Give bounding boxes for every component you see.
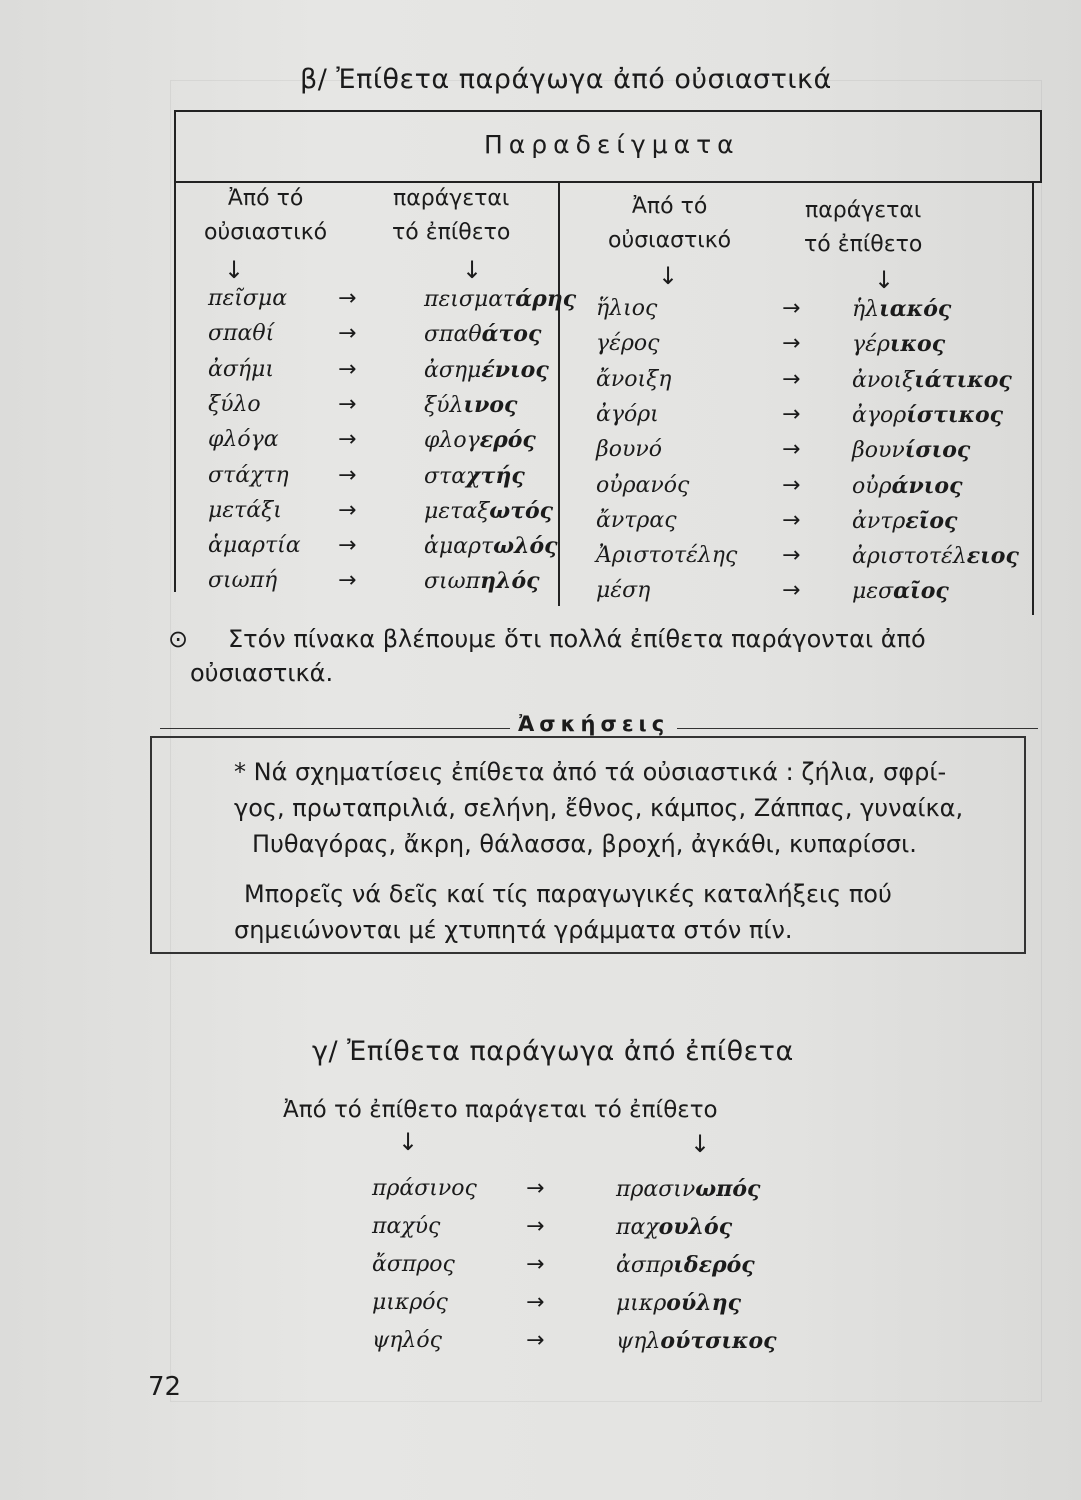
derived-stem: μικρ <box>616 1291 667 1316</box>
c-to-arrow-down: ↓ <box>690 1130 711 1158</box>
derived-ending: ούλης <box>666 1290 742 1316</box>
right-arrow: → <box>526 1214 545 1239</box>
right-to-label-line2: τό ἐπίθετο <box>804 232 923 257</box>
left-to-label <box>392 182 510 250</box>
derived-word <box>616 1176 760 1202</box>
source-word: Ἀριστοτέλης <box>596 543 738 569</box>
derived-stem: στα <box>424 463 467 489</box>
left-to-label-line1: παράγεται <box>393 186 510 211</box>
right-arrow: → <box>526 1252 545 1277</box>
right-from-arrow-down: ↓ <box>658 262 679 290</box>
left-from-label-line2: οὐσιαστικό <box>204 220 328 245</box>
derived-stem: ἀντρ <box>852 508 906 534</box>
derived-ending: ερός <box>479 427 536 454</box>
table-top-border <box>174 110 1042 112</box>
left-to-label-line2: τό ἐπίθετο <box>392 220 511 245</box>
right-arrow: → <box>526 1176 545 1201</box>
derived-word <box>424 427 536 453</box>
derived-word <box>616 1252 755 1278</box>
source-word: γέρος <box>596 331 660 357</box>
derived-stem: φλογ <box>424 428 480 454</box>
source-word: ἄσπρος <box>372 1252 455 1277</box>
source-word: οὐρανός <box>596 472 690 498</box>
derived-ending: ειος <box>966 543 1019 570</box>
derived-word <box>424 392 517 418</box>
derived-stem: ἀγορ <box>852 402 907 428</box>
derived-stem: πρασιν <box>616 1177 696 1202</box>
note-line-2: οὐσιαστικά. <box>190 659 334 687</box>
exercise-line-2: γος, πρωταπριλιά, σελήνη, ἔθνος, κάμπος, Ζάππας, γυναίκα, <box>234 794 964 822</box>
derived-stem: ξύλ <box>424 392 464 418</box>
derived-ending: εῖος <box>905 507 958 534</box>
section-c-title: γ/ Ἐπίθετα παράγωγα ἀπό ἐπίθετα <box>312 1036 794 1067</box>
left-from-label <box>204 182 327 250</box>
right-arrow: → <box>526 1290 545 1315</box>
derived-word <box>852 402 1003 428</box>
source-word: στάχτη <box>208 462 289 488</box>
right-arrow: → <box>338 568 357 594</box>
derived-ending: ιακός <box>879 296 952 322</box>
derived-word <box>424 321 541 347</box>
source-word: μετάξι <box>208 497 282 523</box>
derived-ending: ηλός <box>480 568 540 595</box>
derived-ending: ένιος <box>481 356 549 383</box>
derived-word <box>852 437 970 463</box>
derived-ending: χτής <box>466 462 525 489</box>
derived-stem: γέρ <box>852 332 890 358</box>
source-word: ἁμαρτία <box>208 533 301 559</box>
source-word: ἥλιος <box>596 296 658 321</box>
right-to-arrow-down: ↓ <box>874 266 895 294</box>
exercise-line-4: Μπορεῖς νά δεῖς καί τίς παραγωγικές καταλήξεις πού <box>244 880 892 908</box>
derived-stem: ἀνοιξ <box>852 367 915 393</box>
table-right-border-lower <box>1032 181 1034 615</box>
right-arrow: → <box>782 578 801 604</box>
source-word: σιωπή <box>208 568 278 594</box>
source-word: παχύς <box>372 1214 441 1239</box>
page-number: 72 <box>148 1372 182 1402</box>
table-middle-divider <box>558 181 560 606</box>
source-word: ἀσήμι <box>208 356 274 382</box>
right-from-label-line2: οὐσιαστικό <box>608 228 732 253</box>
source-word: μικρός <box>372 1290 448 1315</box>
derived-stem: μεταξ <box>424 498 490 524</box>
derived-ending: ωλός <box>493 533 558 560</box>
source-word: ἄντρας <box>596 507 677 533</box>
right-arrow: → <box>338 321 357 347</box>
source-word: ψηλός <box>372 1328 442 1353</box>
right-arrow: → <box>782 366 801 392</box>
right-from-label <box>608 190 731 258</box>
derived-ending: ινος <box>463 391 518 418</box>
derived-ending: ικος <box>889 331 946 358</box>
derived-stem: οὐρ <box>852 473 892 499</box>
left-from-label-line1: Ἀπό τό <box>227 186 304 211</box>
derived-ending: άνιος <box>891 472 963 499</box>
right-arrow: → <box>338 391 357 417</box>
derived-ending: ίσιος <box>904 437 971 464</box>
examples-table <box>174 110 1042 610</box>
right-arrow: → <box>782 296 801 321</box>
derived-ending: ίστικος <box>906 401 1004 428</box>
right-arrow: → <box>338 462 357 488</box>
derived-stem: ἀσημ <box>424 357 482 383</box>
derived-stem: ἀριστοτέλ <box>852 544 967 570</box>
derived-stem: μεσ <box>852 579 894 605</box>
derived-word <box>424 533 558 559</box>
table-right-border <box>1040 110 1042 181</box>
derived-word <box>852 543 1019 569</box>
source-word: βουνό <box>596 437 662 463</box>
derived-stem: ἀσπρ <box>616 1253 674 1278</box>
derived-stem: ἁμαρτ <box>424 534 494 560</box>
derived-word <box>616 1214 732 1240</box>
derived-ending: άρης <box>515 286 577 312</box>
derived-word <box>424 463 525 489</box>
exercise-line-3: Πυθαγόρας, ἄκρη, θάλασσα, βροχή, ἀγκάθι, κυπαρίσσι. <box>252 830 917 858</box>
derived-word <box>852 473 962 499</box>
derived-word <box>852 296 951 322</box>
derived-word <box>424 498 553 524</box>
derived-ending: ιάτικος <box>914 366 1012 393</box>
derived-word <box>424 568 540 594</box>
right-arrow: → <box>782 401 801 427</box>
section-b-title: β/ Ἐπίθετα παράγωγα ἀπό οὐσιαστικά <box>300 64 832 95</box>
derived-stem: βουν <box>852 438 905 464</box>
table-left-border <box>174 110 176 592</box>
derived-ending: ωτός <box>489 497 554 524</box>
derived-ending: ωπός <box>695 1176 761 1202</box>
source-word: πράσινος <box>372 1176 477 1201</box>
derived-stem: ψηλ <box>616 1329 661 1354</box>
derived-word <box>852 508 957 534</box>
exercise-line-5: σημειώνονται μέ χτυπητά γράμματα στόν πίν. <box>234 916 793 944</box>
derived-stem: ἡλ <box>852 297 880 322</box>
derived-stem: σπαθ <box>424 322 482 348</box>
derived-ending: ουλός <box>658 1214 733 1240</box>
source-word: μέση <box>596 578 651 604</box>
right-arrow: → <box>338 356 357 382</box>
derived-word <box>424 286 576 312</box>
derived-stem: πεισματ <box>424 287 516 312</box>
source-word: πεῖσμα <box>208 286 288 311</box>
derived-stem: παχ <box>616 1215 659 1240</box>
derived-word <box>616 1290 741 1316</box>
right-arrow: → <box>338 286 357 311</box>
derived-ending: ούτσικος <box>660 1328 777 1354</box>
note-mark: ⊙ <box>168 625 189 653</box>
right-to-label <box>804 194 922 262</box>
derived-ending: ιδερός <box>673 1252 755 1278</box>
note-line-1: Στόν πίνακα βλέπουμε ὅτι πολλά ἐπίθετα παράγονται ἀπό <box>228 625 926 653</box>
right-arrow: → <box>782 331 801 357</box>
c-from-arrow-down: ↓ <box>398 1128 419 1156</box>
derived-ending: αῖος <box>893 578 949 605</box>
derived-word <box>616 1328 777 1354</box>
exercises-box <box>150 736 1026 954</box>
source-word: ἄνοιξη <box>596 366 672 392</box>
right-arrow: → <box>338 533 357 559</box>
derived-word <box>424 357 549 383</box>
right-arrow: → <box>338 497 357 523</box>
section-c-subtitle: Ἀπό τό ἐπίθετο παράγεται τό ἐπίθετο <box>283 1097 718 1123</box>
source-word: σπαθί <box>208 321 275 347</box>
source-word: ἀγόρι <box>596 401 659 427</box>
right-to-label-line1: παράγεται <box>805 198 922 223</box>
derived-ending: άτος <box>481 321 542 348</box>
right-arrow: → <box>782 507 801 533</box>
derived-stem: σιωπ <box>424 569 481 595</box>
exercise-line-1: * Νά σχηματίσεις ἐπίθετα ἀπό τά οὐσιαστικά : ζήλια, σφρί- <box>234 758 947 786</box>
right-from-label-line1: Ἀπό τό <box>631 194 708 219</box>
right-arrow: → <box>526 1328 545 1353</box>
table-header: Παραδείγματα <box>484 130 740 159</box>
left-from-arrow-down: ↓ <box>224 256 245 284</box>
derived-word <box>852 578 949 604</box>
left-to-arrow-down: ↓ <box>462 256 483 284</box>
right-arrow: → <box>782 543 801 569</box>
derived-word <box>852 367 1012 393</box>
exercises-title: Ἀσκήσεις <box>510 712 677 736</box>
right-arrow: → <box>782 472 801 498</box>
derived-word <box>852 331 945 357</box>
right-arrow: → <box>338 427 357 453</box>
source-word: φλόγα <box>208 427 279 453</box>
right-arrow: → <box>782 437 801 463</box>
source-word: ξύλο <box>208 391 261 417</box>
